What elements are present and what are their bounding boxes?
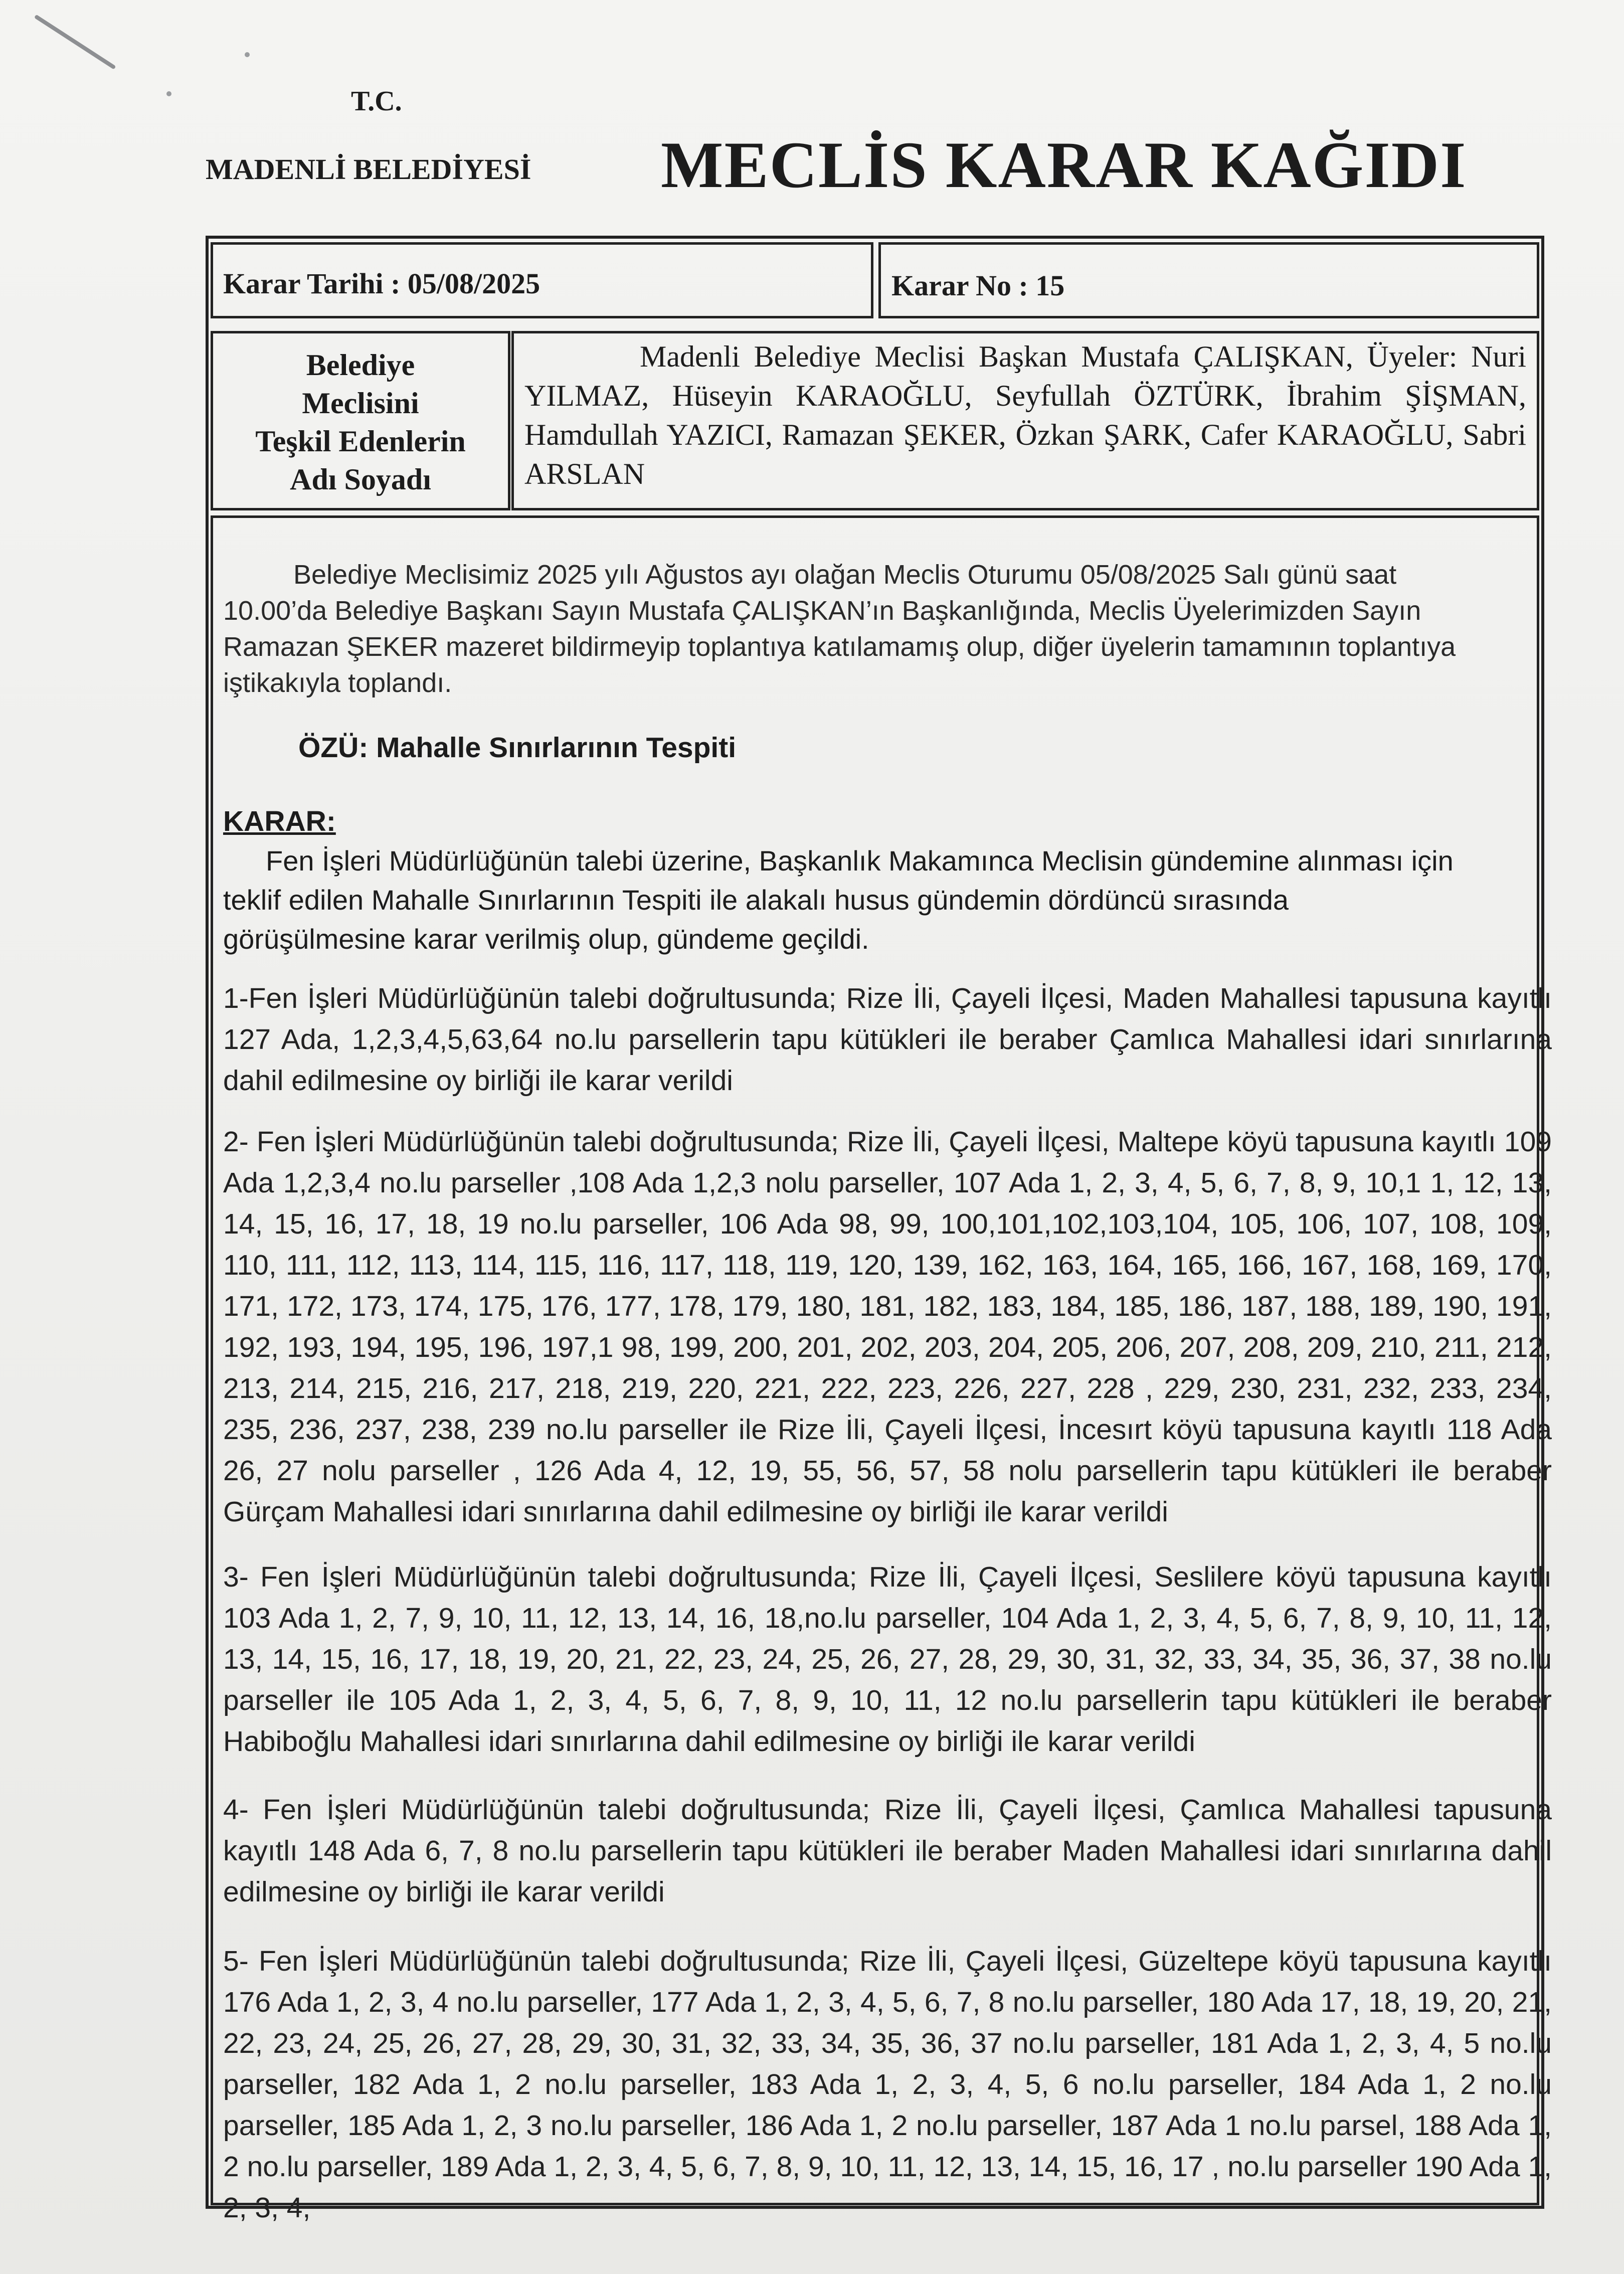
members-label-line: Teşkil Edenlerin <box>255 425 466 458</box>
paper-speck <box>166 91 171 96</box>
members-label-line: Meclisini <box>302 387 419 420</box>
decision-number: Karar No : 15 <box>891 269 1065 302</box>
intro-paragraph: Belediye Meclisimiz 2025 yılı Ağustos ayı olağan Meclis Oturumu 05/08/2025 Salı günü saat 10.00’da Belediye Başkanı Sayın Mustafa ÇALIŞKAN’ın Başkanlığında, Meclis Üyelerimizden Sayın Ramazan ŞEKER mazeret bildirmeyip toplantıya katılamamış olup, diğer üyelerin tamamının toplantıya iştikakıyla toplandı. <box>223 560 1456 698</box>
decision-heading: KARAR: <box>223 805 336 837</box>
decision-item-1: 1-Fen İşleri Müdürlüğünün talebi doğrultusunda; Rize İli, Çayeli İlçesi, Maden Mahallesi tapusuna kayıtlı 127 Ada, 1,2,3,4,5,63,64 no.lu parsellerin tapu kütükleri ile beraber Çamlıca Mahallesi idari sınırlarına dahil edilmesine oy birliği ile karar verildi <box>223 982 1552 1097</box>
members-list: Madenli Belediye Meclisi Başkan Mustafa ÇALIŞKAN, Üyeler: Nuri YILMAZ, Hüseyin KARAOĞLU, Seyfullah ÖZTÜRK, İbrahim ŞİŞMAN, Hamdullah YAZICI, Ramazan ŞEKER, Özkan ŞARK, Cafer KARAOĞLU, Sabri ARSLAN <box>524 340 1526 490</box>
decision-item-2: 2- Fen İşleri Müdürlüğünün talebi doğrultusunda; Rize İli, Çayeli İlçesi, Maltepe köyü tapusuna kayıtlı 109 Ada 1,2,3,4 no.lu parseller ,108 Ada 1,2,3 nolu parseller, 107 Ada 1, 2, 3, 4, 5, 6, 7, 8, 9, 10,1 1, 12, 13, 14, 15, 16, 17, 18, 19 no.lu parseller, 106 Ada 98, 99, 100,101,102,103,104, 105, 106, 107, 108, 109, 110, 111, 112, 113, 114, 115, 116, 117, 118, 119, 120, 139, 162, 163, 164, 165, 166, 167, 168, 169, 170, 171, 172, 173, 174, 175, 176, 177, 178, 179, 180, 181, 182, 183, 184, 185, 186, 187, 188, 189, 190, 191, 192, 193, 194, 195, 196, 197,1 98, 199, 200, 201, 202, 203, 204, 205, 206, 207, 208, 209, 210, 211, 212, 213, 214, 215, 216, 217, 218, 219, 220, 221, 222, 223, 226, 227, 228 , 229, 230, 231, 232, 233, 234, 235, 236, 237, 238, 239 no.lu parseller ile Rize İli, Çayeli İlçesi, İncesırt köyü tapusuna kayıtlı 118 Ada 26, 27 nolu parseller , 126 Ada 4, 12, 19, 55, 56, 57, 58 nolu parsellerin tapu kütükleri ile beraber Gürçam Mahallesi idari sınırlarına dahil edilmesine oy birliği ile karar verildi <box>223 1126 1552 1528</box>
decision-item-5: 5- Fen İşleri Müdürlüğünün talebi doğrultusunda; Rize İli, Çayeli İlçesi, Güzeltepe köyü tapusuna kayıtlı 176 Ada 1, 2, 3, 4 no.lu parseller, 177 Ada 1, 2, 3, 4, 5, 6, 7, 8 no.lu parseller, 180 Ada 17, 18, 19, 20, 21, 22, 23, 24, 25, 26, 27, 28, 29, 30, 31, 32, 33, 34, 35, 36, 37 no.lu parseller, 181 Ada 1, 2, 3, 4, 5 no.lu parseller, 182 Ada 1, 2 no.lu parseller, 183 Ada 1, 2, 3, 4, 5, 6 no.lu parseller, 184 Ada 1, 2 no.lu parseller, 185 Ada 1, 2, 3 no.lu parseller, 186 Ada 1, 2 no.lu parseller, 187 Ada 1 no.lu parsel, 188 Ada 1, 2 no.lu parseller, 189 Ada 1, 2, 3, 4, 5, 6, 7, 8, 9, 10, 11, 12, 13, 14, 15, 16, 17 , no.lu parseller 190 Ada 1, 2, 3, 4, <box>223 1945 1552 2224</box>
members-label <box>216 346 505 498</box>
decision-item-4: 4- Fen İşleri Müdürlüğünün talebi doğrultusunda; Rize İli, Çayeli İlçesi, Çamlıca Mahallesi tapusuna kayıtlı 148 Ada 6, 7, 8 no.lu parsellerin tapu kütükleri ile beraber Maden Mahallesi idari sınırlarına dahil edilmesine oy birliği ile karar verildi <box>223 1794 1552 1908</box>
summary-heading: ÖZÜ: Mahalle Sınırlarının Tespiti <box>298 732 737 764</box>
members-label-line: Belediye <box>306 348 415 382</box>
decision-paragraph: Fen İşleri Müdürlüğünün talebi üzerine, Başkanlık Makamınca Meclisin gündemine alınması için teklif edilen Mahalle Sınırlarının Tespiti ile alakalı husus gündemin dördüncü sırasında görüşülmesine karar verilmiş olup, gündeme geçildi. <box>223 845 1454 955</box>
decision-item-3: 3- Fen İşleri Müdürlüğünün talebi doğrultusunda; Rize İli, Çayeli İlçesi, Seslilere köyü tapusuna kayıtlı 103 Ada 1, 2, 7, 9, 10, 11, 12, 13, 14, 16, 18,no.lu parseller, 104 Ada 1, 2, 3, 4, 5, 6, 7, 8, 9, 10, 11, 12, 13, 14, 15, 16, 17, 18, 19, 20, 21, 22, 23, 24, 25, 26, 27, 28, 29, 30, 31, 32, 33, 34, 35, 36, 37, 38 no.lu parseller ile 105 Ada 1, 2, 3, 4, 5, 6, 7, 8, 9, 10, 11, 12 no.lu parsellerin tapu kütükleri ile beraber Habiboğlu Mahallesi idari sınırlarına dahil edilmesine oy birliği ile karar verildi <box>223 1561 1552 1758</box>
header-municipality: MADENLİ BELEDİYESİ <box>206 153 531 186</box>
document-title: MECLİS KARAR KAĞIDI <box>661 128 1467 202</box>
decision-date: Karar Tarihi : 05/08/2025 <box>223 267 540 300</box>
members-label-line: Adı Soyadı <box>290 463 431 496</box>
header-tc: T.C. <box>351 86 402 117</box>
paper-speck <box>245 52 250 57</box>
